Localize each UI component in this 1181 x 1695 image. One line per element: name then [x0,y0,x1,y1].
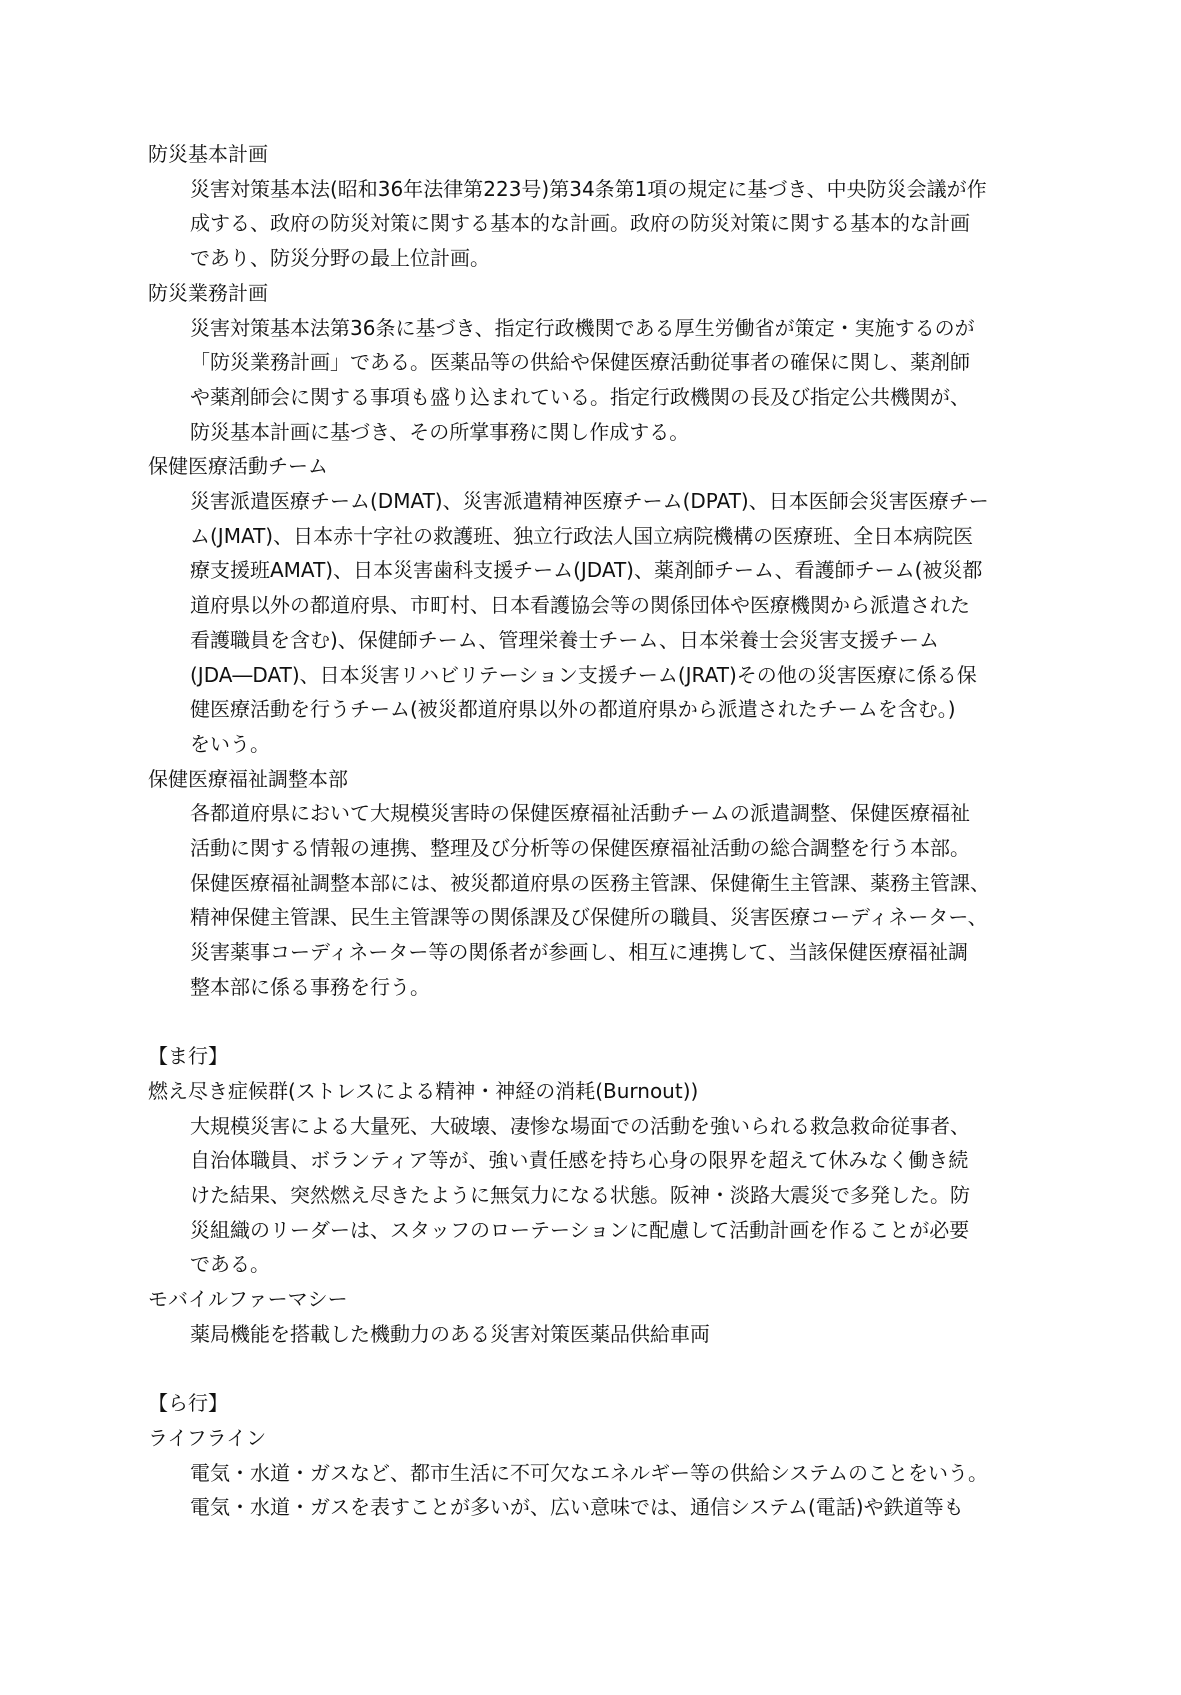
definition-line: や薬剤師会に関する事項も盛り込まれている。指定行政機関の長及び指定公共機関が、 [190,384,970,409]
definition-line: 精神保健主管課、民生主管課等の関係課及び保健所の職員、災害医療コーディネーター、 [190,905,988,930]
definition-line: 各都道府県において大規模災害時の保健医療福祉活動チームの派遣調整、保健医療福祉 [190,801,970,826]
section-heading: 【ま行】 [148,1044,228,1069]
definition-line: 電気・水道・ガスを表すことが多いが、広い意味では、通信システム(電話)や鉄道等も [190,1495,964,1520]
term-heading: ライフライン [148,1425,267,1450]
definition-line: である。 [190,1252,270,1277]
term-heading: 防災業務計画 [148,280,268,305]
definition-line: 災害派遣医療チーム(DMAT)、災害派遣精神医療チーム(DPAT)、日本医師会災害医療チー [190,489,989,513]
definition-line: 大規模災害による大量死、大破壊、凄惨な場面での活動を強いられる救急救命従事者、 [190,1113,970,1138]
definition-line: 薬局機能を搭載した機動力のある災害対策医薬品供給車両 [190,1321,710,1346]
definition-line: 看護職員を含む)、保健師チーム、管理栄養士チーム、日本栄養士会災害支援チーム [190,627,940,652]
definition-line: 災害薬事コーディネーター等の関係者が参画し、相互に連携して、当該保健医療福祉調 [190,940,968,965]
definition-line: ム(JMAT)、日本赤十字社の救護班、独立行政法人国立病院機構の医療班、全日本病院医 [190,523,974,548]
term-heading: 保健医療活動チーム [148,454,328,479]
definition-line: 活動に関する情報の連携、整理及び分析等の保健医療福祉活動の総合調整を行う本部。 [190,836,970,860]
term-heading: 防災基本計画 [148,142,268,166]
definition-line: 電気・水道・ガスなど、都市生活に不可欠なエネルギー等の供給システムのことをいう。 [190,1460,988,1485]
definition-line: 災害対策基本法(昭和36年法律第223号)第34条第1項の規定に基づき、中央防災会議が作 [190,176,987,201]
definition-line: 療支援班AMAT)、日本災害歯科支援チーム(JDAT)、薬剤師チーム、看護師チーム(被災都 [190,558,983,583]
definition-line: (JDA―DAT)、日本災害リハビリテーション支援チーム(JRAT)その他の災害医療に係る保 [190,662,977,687]
definition-line: けた結果、突然燃え尽きたように無気力になる状態。阪神・淡路大震災で多発した。防 [190,1183,970,1207]
definition-line: 「防災業務計画」である。医薬品等の供給や保健医療活動従事者の確保に関し、薬剤師 [190,350,970,375]
definition-line: 防災基本計画に基づき、その所掌事務に関し作成する。 [190,419,690,444]
definition-line: 災害対策基本法第36条に基づき、指定行政機関である厚生労働省が策定・実施するのが [190,315,975,340]
definition-line: 道府県以外の都道府県、市町村、日本看護協会等の関係団体や医療機関から派遣された [190,593,970,618]
definition-line: をいう。 [190,731,270,756]
definition-line: 成する、政府の防災対策に関する基本的な計画。政府の防災対策に関する基本的な計画 [190,211,970,236]
section-heading: 【ら行】 [148,1391,228,1416]
term-heading: モバイルファーマシー [148,1287,348,1312]
term-heading: 保健医療福祉調整本部 [148,766,348,791]
term-heading: 燃え尽き症候群(ストレスによる精神・神経の消耗(Burnout)) [148,1078,699,1103]
definition-line: 自治体職員、ボランティア等が、強い責任感を持ち心身の限界を超えて休みなく働き続 [190,1148,969,1173]
definition-line: であり、防災分野の最上位計画。 [190,246,490,271]
definition-line: 保健医療福祉調整本部には、被災都道府県の医務主管課、保健衛生主管課、薬務主管課、 [190,870,990,895]
definition-line: 整本部に係る事務を行う。 [190,974,430,999]
definition-line: 災組織のリーダーは、スタッフのローテーションに配慮して活動計画を作ることが必要 [190,1217,970,1242]
definition-line: 健医療活動を行うチーム(被災都道府県以外の都道府県から派遣されたチームを含む。) [190,697,956,722]
